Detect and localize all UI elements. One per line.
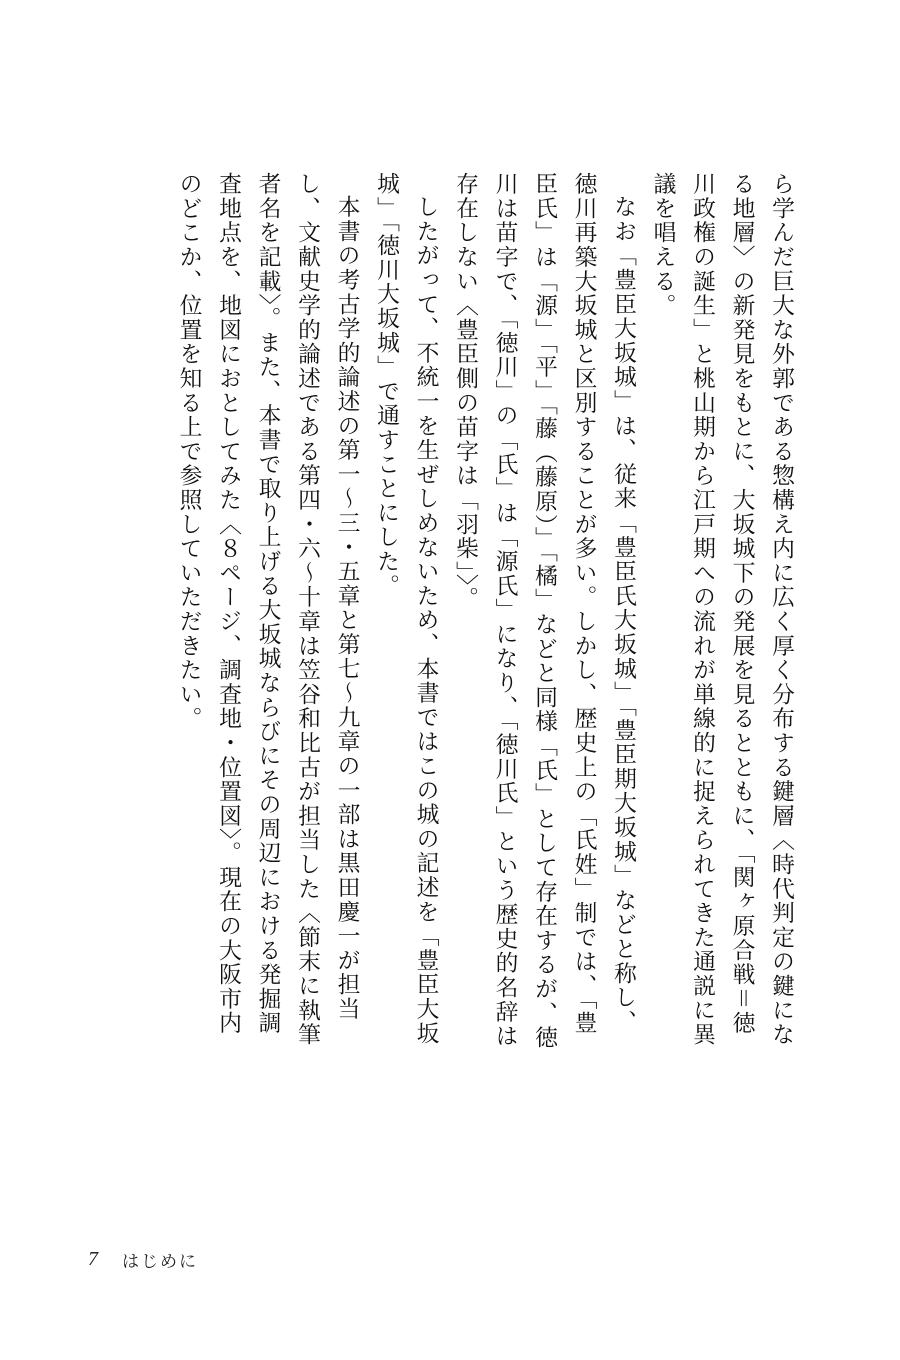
paragraph-naming-conclusion: したがって、不統一を生ぜしめないため、本書ではこの城の記述を「豊臣大坂城」「徳川大坂城」で通すことにした。 — [373, 172, 439, 1046]
page-footer — [88, 1247, 198, 1271]
running-section-title: はじめに — [122, 1251, 198, 1272]
page-number: 7 — [88, 1247, 98, 1270]
paragraph-continued: ら学んだ巨大な外郭である惣構え内に広く厚く分布する鍵層〈時代判定の鍵になる地層〉の新発見をもとに、大坂城下の発展を見るとともに、「関ヶ原合戦＝徳川政権の誕生」と桃山期から江戸期への流れが単線的に捉えられてきた通説に異議を唱える。 — [649, 172, 794, 1047]
paragraph-authorship: 本書の考古学的論述の第一～三・五章と第七～九章の一部は黒田慶一が担当し、文献史学的論述である第四・六～十章は笠谷和比古が担当した〈節末に執筆者名を記載〉。また、本書で取り上げる大坂城ならびにその周辺における発掘調査地点を、地図におとしてみた〈８ページ、調査地・位置図〉。現在の大阪市内のどこか、位置を知る上で参照していただきたい。 — [175, 172, 360, 1047]
vertical-body-text — [175, 172, 800, 1052]
paragraph-naming-note: なお「豊臣大坂城」は、従来「豊臣氏大坂城」「豊臣期大坂城」などと称し、徳川再築大坂城と区別することが多い。しかし、歴史上の「氏姓」制では、「豊臣氏」は「源」「平」「藤（藤原）」「橘」などと同様「氏」として存在するが、徳川は苗字で、「徳川」の「氏」は「源氏」になり、「徳川氏」という歴史的名辞は存在しない〈豊臣側の苗字は「羽柴」〉。 — [452, 172, 636, 1050]
